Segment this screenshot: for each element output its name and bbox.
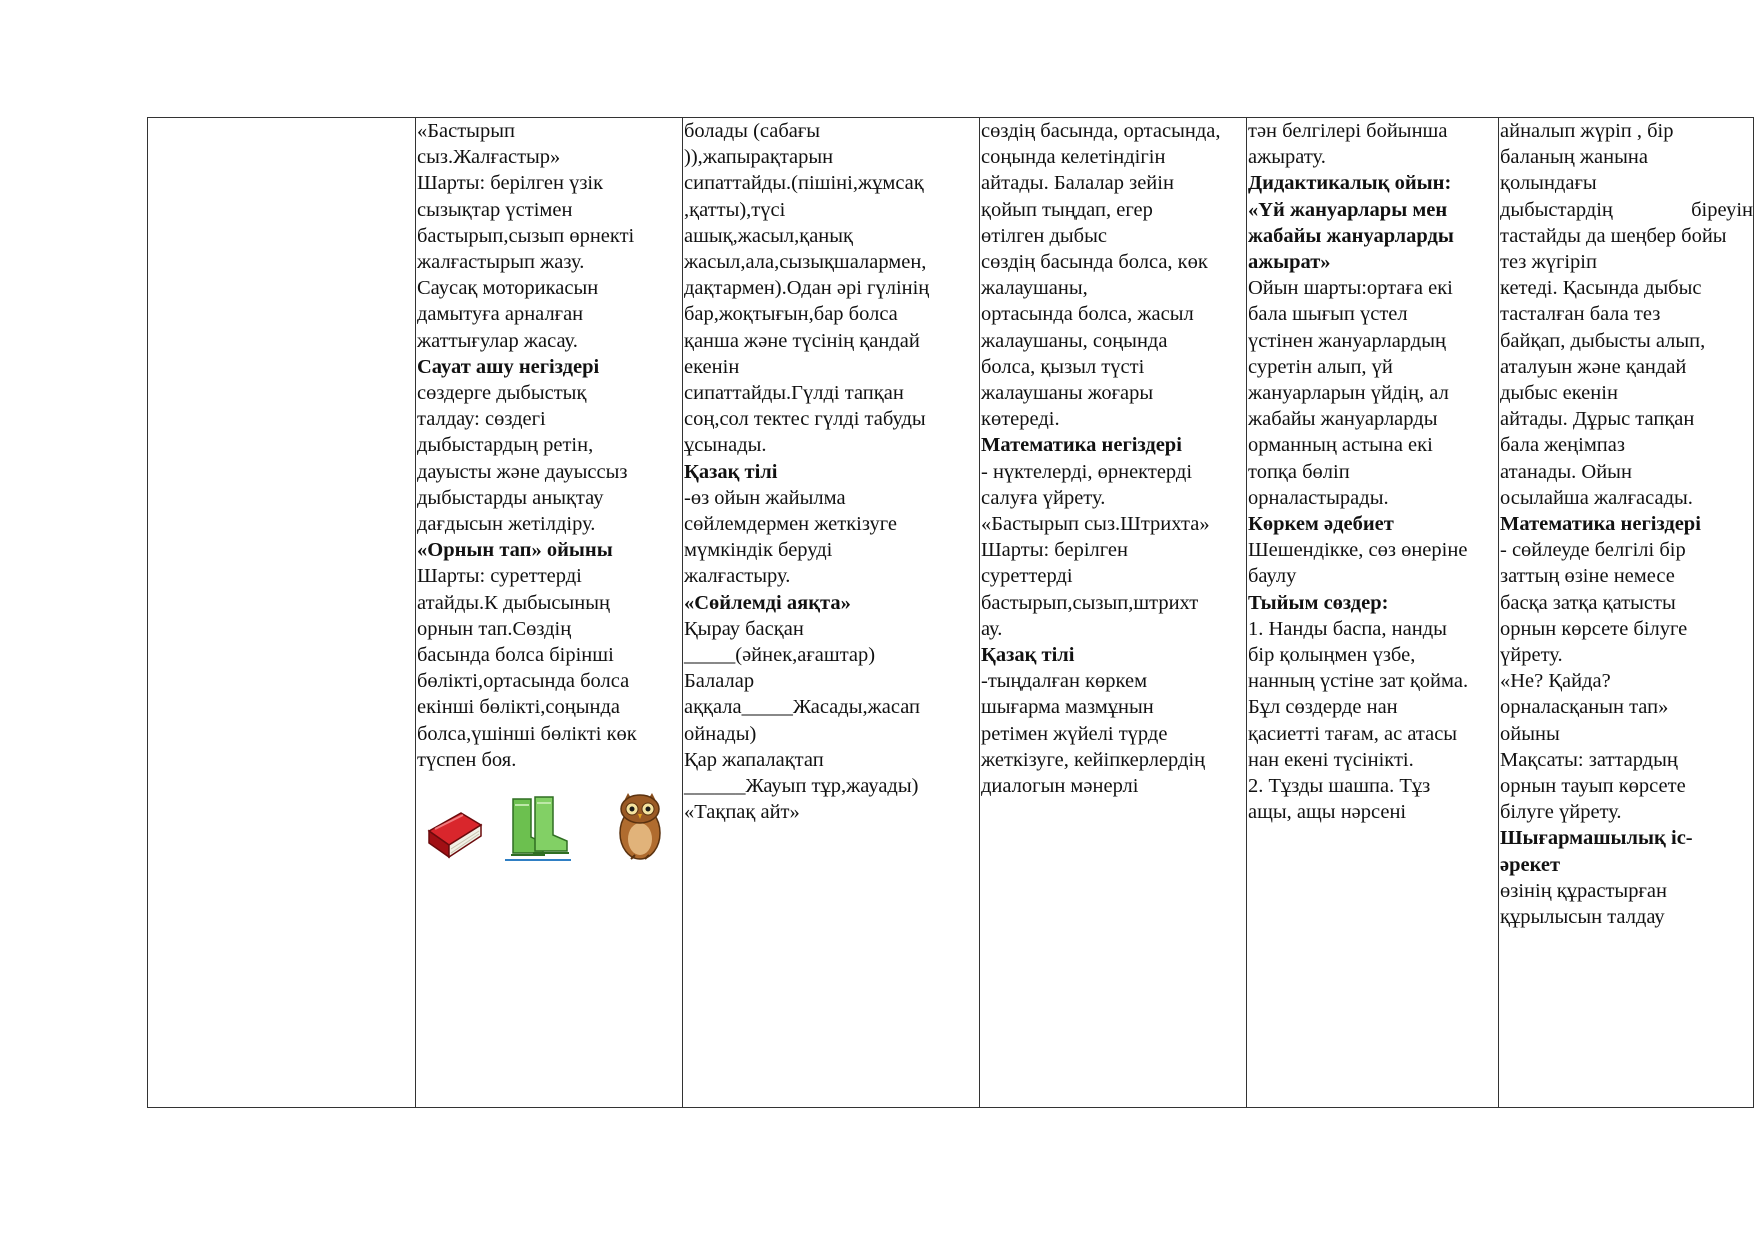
- text-line: сөздің басында болса, көк: [981, 251, 1208, 274]
- text-line: атанады. Ойын: [1500, 460, 1632, 483]
- text-line: бала шығып үстел: [1248, 303, 1408, 326]
- text-line: ажырату.: [1248, 146, 1326, 169]
- text-line: болса, қызыл түсті: [981, 355, 1145, 378]
- text-line: сөздерге дыбыстық: [417, 382, 587, 405]
- heading-line: әрекет: [1500, 853, 1561, 876]
- text-line: бастырып,сызып,штрихт: [981, 591, 1199, 614]
- heading-line: Сауат ашу негіздері: [417, 355, 600, 378]
- text-line: түспен боя.: [417, 748, 517, 771]
- text-line: жеткізуге, кейіпкерлердің: [981, 748, 1206, 771]
- text-line: дыбыс екенін: [1500, 382, 1618, 405]
- book-icon: [423, 801, 485, 863]
- text-line: сөздің басында, ортасында,: [981, 120, 1221, 142]
- heading-line: Дидактикалық ойын:: [1248, 172, 1452, 195]
- text-line: өтілген дыбыс: [981, 224, 1107, 247]
- text-line: дыбыстардың ретін,: [417, 434, 594, 457]
- text-line: 1. Нанды баспа, нанды: [1248, 617, 1447, 640]
- text-line: айналып жүріп , бір: [1500, 120, 1674, 142]
- text-line: Ойын шарты:ортаға екі: [1248, 277, 1453, 300]
- text-line: қасиетті тағам, ас атасы: [1248, 722, 1458, 745]
- cell-text: [1248, 118, 1498, 825]
- text-line: екенін: [684, 355, 740, 378]
- cell-empty: [148, 118, 416, 1108]
- text-line: көтереді.: [981, 408, 1060, 431]
- text-line: өзінің құрастырған: [1500, 879, 1667, 902]
- text-line: сипаттайды.(пішіні,жұмсақ: [684, 172, 924, 195]
- text-line: 2. Тұзды шашпа. Тұз: [1248, 775, 1431, 798]
- heading-line: Математика негіздері: [981, 434, 1182, 457]
- text-line: суреттерді: [981, 565, 1073, 588]
- text-line: ,қатты),түсі: [684, 198, 786, 221]
- heading-line: «Үй жануарлары мен: [1248, 198, 1448, 221]
- picture-row: [417, 787, 682, 863]
- text-line: шығарма мазмұнын: [981, 696, 1154, 719]
- text-line: болса,үшінші бөлікті көк: [417, 722, 637, 745]
- heading-line: Шығармашылық іс-: [1500, 827, 1693, 850]
- text-line: дыбыстардің біреуін: [1500, 198, 1753, 221]
- text-line: заттың өзіне немесе: [1500, 565, 1675, 588]
- text-line: талдау: сөздегі: [417, 408, 546, 431]
- text-line: сөйлемдермен жеткізуге: [684, 513, 898, 536]
- text-line: орнын көрсете білуге: [1500, 617, 1688, 640]
- text-line: салуға үйрету.: [981, 486, 1106, 509]
- text-line: Шарты: берілген үзік: [417, 172, 604, 195]
- text-line: айтады. Дұрыс тапқан: [1500, 408, 1695, 431]
- text-line: «Бастырып сыз.Штрихта»: [981, 513, 1210, 536]
- text-line: Балалар: [684, 670, 755, 693]
- text-line: ашық,жасыл,қанық: [684, 224, 853, 247]
- text-line: Шешендікке, сөз өнеріне: [1248, 539, 1468, 562]
- text-line: тасталған бала тез: [1500, 303, 1661, 326]
- heading-line: «Орнын тап» ойыны: [417, 539, 613, 562]
- text-line: нанның үстіне зат қойма.: [1248, 670, 1469, 693]
- text-line: бір қолыңмен үзбе,: [1248, 644, 1416, 667]
- text-line: орналастырады.: [1248, 486, 1389, 509]
- text-line: баланың жанына: [1500, 146, 1648, 169]
- text-line: айтады. Балалар зейін: [981, 172, 1174, 195]
- text-line: атайды.К дыбысының: [417, 591, 610, 614]
- text-line: аққала_____Жасады,жасап: [684, 696, 921, 719]
- text-line: орманның астына екі: [1248, 434, 1433, 457]
- heading-line: «Сөйлемді аяқта»: [684, 591, 851, 614]
- text-line: ойнады): [684, 722, 757, 745]
- text-line: ащы, ащы нәрсені: [1248, 801, 1407, 824]
- text-line: _____(әйнек,ағаштар): [684, 644, 876, 667]
- heading-line: жабайы жануарларды: [1248, 224, 1454, 247]
- text-line: екінші бөлікті,соңында: [417, 696, 620, 719]
- cell-text: [981, 118, 1246, 799]
- text-line: Қырау басқан: [684, 617, 804, 640]
- text-line: дауысты және дауыссыз: [417, 460, 628, 483]
- cell-col2: [416, 118, 683, 1108]
- text-line: ______Жауып тұр,жауады): [684, 775, 919, 798]
- text-line: Бұл сөздерде нан: [1248, 696, 1398, 719]
- text-line: жасыл,ала,сызықшалармен,: [684, 251, 927, 274]
- text-line: ұсынады.: [684, 434, 767, 457]
- text-line: тастайды да шеңбер бойы: [1500, 224, 1727, 247]
- text-line: болады (сабағы: [684, 120, 821, 142]
- text-line: орналасқанын тап»: [1500, 696, 1669, 719]
- text-line: қолындағы: [1500, 172, 1597, 195]
- cell-text: [1500, 118, 1753, 930]
- text-line: соңында келетіндігін: [981, 146, 1166, 169]
- text-line: осылайша жалғасады.: [1500, 486, 1693, 509]
- text-line: - сөйлеуде белгілі бір: [1500, 539, 1686, 562]
- heading-line: Математика негіздері: [1500, 513, 1701, 536]
- text-line: нан екені түсінікті.: [1248, 748, 1414, 771]
- text-line: дамытуға арналған: [417, 303, 584, 326]
- cell-text: [684, 118, 979, 825]
- text-line: - нүктелерді, өрнектерді: [981, 460, 1193, 483]
- text-line: сыз.Жалғастыр»: [417, 146, 561, 169]
- table-row: [148, 118, 1754, 1108]
- text-line: сызықтар үстімен: [417, 198, 573, 221]
- text-line: үстінен жануарлардың: [1248, 329, 1446, 352]
- text-line: білуге үйрету.: [1500, 801, 1622, 824]
- text-line: Саусақ моторикасын: [417, 277, 599, 300]
- heading-line: ажырат»: [1248, 251, 1331, 274]
- text-line: қойып тыңдап, егер: [981, 198, 1153, 221]
- text-line: жалаушаны, соңында: [981, 329, 1168, 352]
- cell-col6: [1499, 118, 1754, 1108]
- text-line: )),жапырақтарын: [684, 146, 834, 169]
- text-line: бастырып,сызып өрнекті: [417, 224, 635, 247]
- text-line: бөлікті,ортасында болса: [417, 670, 630, 693]
- text-line: жаттығулар жасау.: [417, 329, 578, 352]
- text-line: сипаттайды.Гүлді тапқан: [684, 382, 904, 405]
- heading-line: Қазақ тілі: [684, 460, 778, 483]
- text-line: жануарларын үйдің, ал: [1248, 382, 1449, 405]
- owl-icon: [613, 787, 667, 863]
- text-line: бар,жоқтығын,бар болса: [684, 303, 898, 326]
- text-line: дыбыстарды анықтау: [417, 486, 604, 509]
- lesson-plan-table: [147, 117, 1754, 1108]
- text-line: суретін алып, үй: [1248, 355, 1393, 378]
- text-line: диалогын мәнерлі: [981, 775, 1139, 798]
- text-line: жалаушаны жоғары: [981, 382, 1154, 405]
- text-line: үйрету.: [1500, 644, 1563, 667]
- cell-text: [417, 118, 682, 773]
- cell-col3: [683, 118, 980, 1108]
- heading-line: Көркем әдебиет: [1248, 513, 1394, 536]
- text-line: ретімен жүйелі түрде: [981, 722, 1168, 745]
- heading-line: Қазақ тілі: [981, 644, 1075, 667]
- heading-line: Тыйым сөздер:: [1248, 591, 1389, 614]
- text-line: ау.: [981, 617, 1003, 640]
- text-line: «Не? Қайда?: [1500, 670, 1611, 693]
- text-line: «Тақпақ айт»: [684, 801, 800, 824]
- text-line: кетеді. Қасында дыбыс: [1500, 277, 1702, 300]
- text-line: ойыны: [1500, 722, 1560, 745]
- text-line: орнын тауып көрсете: [1500, 775, 1686, 798]
- text-line: Шарты: суреттерді: [417, 565, 582, 588]
- text-line: байқап, дыбысты алып,: [1500, 329, 1706, 352]
- text-line: орнын тап.Сөздің: [417, 617, 572, 640]
- text-line: дақтармен).Одан әрі гүлінің: [684, 277, 930, 300]
- text-line: «Бастырып: [417, 120, 515, 142]
- text-line: -өз ойын жайылма: [684, 486, 846, 509]
- rubber-boots-icon: [503, 791, 573, 863]
- text-line: жабайы жануарларды: [1248, 408, 1438, 431]
- text-line: қанша және түсінің қандай: [684, 329, 920, 352]
- text-line: ортасында болса, жасыл: [981, 303, 1194, 326]
- text-line: Мақсаты: заттардың: [1500, 748, 1678, 771]
- text-line: дағдысын жетілдіру.: [417, 513, 596, 536]
- text-line: жалғастырып жазу.: [417, 251, 585, 274]
- text-line: құрылысын талдау: [1500, 906, 1665, 929]
- text-line: соң,сол тектес гүлді табуды: [684, 408, 926, 431]
- text-line: мүмкіндік беруді: [684, 539, 833, 562]
- text-line: Шарты: берілген: [981, 539, 1128, 562]
- text-line: тән белгілері бойынша: [1248, 120, 1448, 142]
- text-line: тез жүгіріп: [1500, 251, 1597, 274]
- text-line: басында болса бірінші: [417, 644, 614, 667]
- text-line: Қар жапалақтап: [684, 748, 824, 771]
- cell-col4: [980, 118, 1247, 1108]
- text-line: аталуын және қандай: [1500, 355, 1687, 378]
- cell-col5: [1247, 118, 1499, 1108]
- text-line: бала жеңімпаз: [1500, 434, 1625, 457]
- text-line: баулу: [1248, 565, 1297, 588]
- text-line: басқа затқа қатысты: [1500, 591, 1676, 614]
- text-line: жалғастыру.: [684, 565, 791, 588]
- text-line: жалаушаны,: [981, 277, 1088, 300]
- text-line: -тыңдалған көркем: [981, 670, 1148, 693]
- text-line: топқа бөліп: [1248, 460, 1350, 483]
